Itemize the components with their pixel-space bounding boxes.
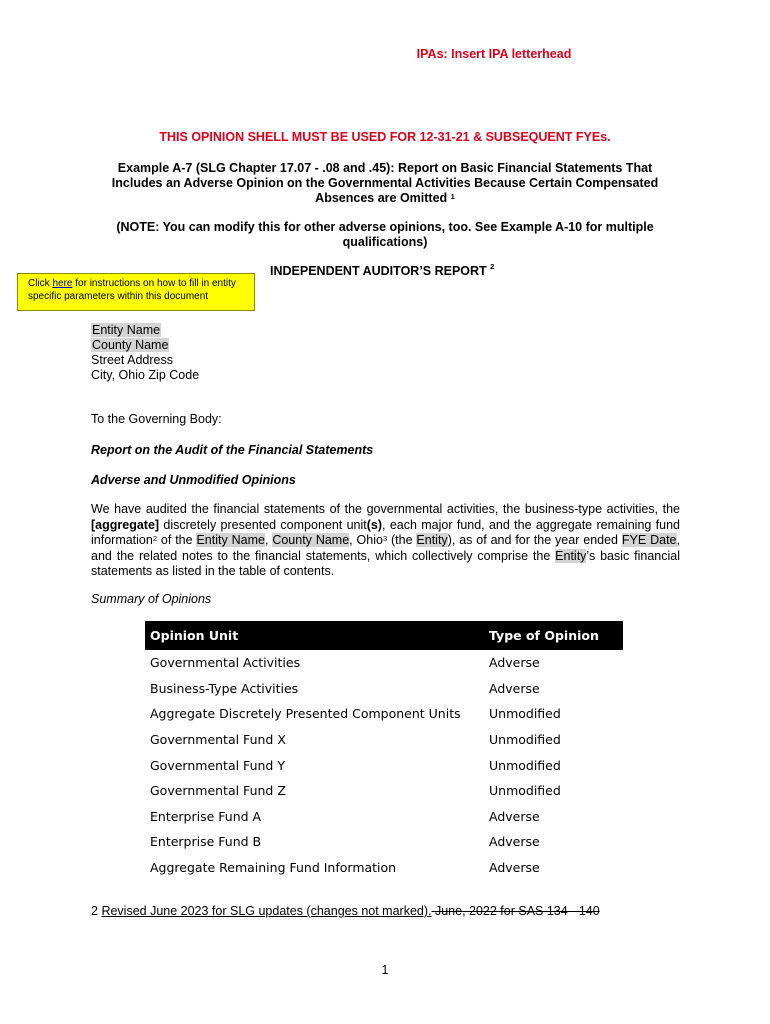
example-title-text: Example A-7 (SLG Chapter 17.07 - .08 and .45): Report on Basic Financial Statements That Includes an Adverse Opinion on the Governmental Activities Because Certain Compensated Absences are Omitted bbox=[111, 161, 659, 205]
opinion-unit-cell: Governmental Fund Y bbox=[150, 757, 285, 773]
para-text: , bbox=[264, 533, 273, 547]
table-row bbox=[145, 701, 623, 727]
report-title bbox=[270, 264, 494, 278]
opinion-unit-cell: Business-Type Activities bbox=[150, 680, 299, 696]
section-heading-opinions: Adverse and Unmodified Opinions bbox=[91, 473, 296, 487]
opinion-type-cell: Unmodified bbox=[489, 706, 561, 722]
example-footnote-ref: 1 bbox=[450, 192, 455, 201]
footnote-revised: Revised June 2023 for SLG updates (changes not marked). bbox=[101, 904, 432, 918]
instructions-link[interactable]: here bbox=[52, 278, 73, 289]
report-title-footnote-ref: 2 bbox=[490, 262, 495, 271]
para-text: We have audited the financial statements of the governmental activities, the business-type activities, the bbox=[91, 502, 680, 516]
example-title bbox=[100, 161, 670, 206]
para-text: of the bbox=[157, 533, 197, 547]
footnote-number: 2 bbox=[91, 904, 102, 918]
table-row bbox=[145, 676, 623, 702]
table-row bbox=[145, 804, 623, 830]
opinion-unit-cell: Governmental Fund X bbox=[150, 732, 286, 748]
table-row bbox=[145, 727, 623, 753]
opinion-type-cell: Adverse bbox=[489, 680, 540, 696]
para-text: , Ohio bbox=[349, 533, 383, 547]
entity-name-field[interactable]: Entity Name bbox=[196, 533, 265, 547]
fye-date-field[interactable]: FYE Date bbox=[621, 533, 677, 547]
footnote bbox=[91, 904, 600, 918]
opinion-unit-cell: Governmental Fund Z bbox=[150, 783, 286, 799]
page-number: 1 bbox=[381, 963, 389, 977]
opinion-type-cell: Adverse bbox=[489, 860, 540, 876]
instructions-callout bbox=[17, 273, 255, 311]
entity-field[interactable]: Entity bbox=[555, 548, 587, 563]
table-header-row bbox=[145, 621, 623, 650]
aggregate-placeholder: [aggregate] bbox=[91, 517, 160, 532]
footnote-ref: 2 bbox=[152, 534, 158, 543]
opinion-unit-cell: Governmental Activities bbox=[150, 655, 301, 671]
opinion-unit-cell: Enterprise Fund B bbox=[150, 834, 262, 850]
opinion-unit-cell: Enterprise Fund A bbox=[150, 808, 262, 824]
modification-note: (NOTE: You can modify this for other adverse opinions, too. See Example A-10 for multiple qualifications) bbox=[116, 220, 654, 249]
street-address: Street Address bbox=[91, 353, 173, 367]
letterhead-placeholder: IPAs: Insert IPA letterhead bbox=[416, 47, 572, 61]
table-row bbox=[145, 752, 623, 778]
para-text: , each major fund, and the aggregate remaining fund information bbox=[91, 517, 680, 547]
entity-field[interactable]: Entity bbox=[416, 533, 448, 547]
callout-prefix: Click bbox=[28, 278, 53, 289]
para-text: ’s basic financial statements as listed in the table of contents. bbox=[91, 548, 680, 578]
footnote-ref: 3 bbox=[382, 534, 388, 543]
opinions-table bbox=[145, 621, 623, 880]
column-header-type-of-opinion: Type of Opinion bbox=[484, 621, 623, 650]
city-state-zip: City, Ohio Zip Code bbox=[91, 368, 200, 382]
table-row bbox=[145, 829, 623, 855]
address-block bbox=[91, 323, 199, 383]
para-text: discretely presented component unit bbox=[159, 517, 367, 532]
entity-name-field[interactable]: Entity Name bbox=[92, 323, 161, 337]
opinion-type-cell: Unmodified bbox=[489, 732, 561, 748]
opinion-type-cell: Adverse bbox=[489, 834, 540, 850]
footnote-struck: June, 2022 for SAS 134 - 140 bbox=[431, 904, 600, 918]
para-text: (the bbox=[387, 533, 417, 547]
table-row bbox=[145, 778, 623, 804]
county-name-field[interactable]: County Name bbox=[272, 533, 350, 547]
opinion-paragraph bbox=[91, 502, 680, 580]
opinion-type-cell: Adverse bbox=[489, 808, 540, 824]
report-title-text: INDEPENDENT AUDITOR’S REPORT bbox=[270, 264, 487, 278]
summary-label: Summary of Opinions bbox=[91, 592, 212, 606]
opinion-type-cell: Unmodified bbox=[489, 757, 561, 773]
salutation: To the Governing Body: bbox=[91, 412, 222, 426]
opinion-type-cell: Unmodified bbox=[489, 783, 561, 799]
section-heading-report: Report on the Audit of the Financial Statements bbox=[91, 443, 374, 457]
opinion-type-cell: Adverse bbox=[489, 655, 540, 671]
callout-suffix: for instructions on how to fill in entity specific parameters within this document bbox=[28, 278, 236, 302]
para-text: , and the related notes to the financial statements, which collectively comprise the bbox=[91, 533, 680, 563]
shell-notice: THIS OPINION SHELL MUST BE USED FOR 12-31-21 & SUBSEQUENT FYEs. bbox=[159, 130, 611, 144]
para-text: ), as of and for the year ended bbox=[447, 533, 622, 547]
county-name-field[interactable]: County Name bbox=[92, 338, 169, 352]
opinion-unit-cell: Aggregate Discretely Presented Component Units bbox=[150, 706, 461, 722]
column-header-opinion-unit: Opinion Unit bbox=[145, 621, 484, 650]
opinion-unit-cell: Aggregate Remaining Fund Information bbox=[150, 860, 397, 876]
table-row bbox=[145, 650, 623, 676]
plural-placeholder: (s) bbox=[366, 517, 383, 532]
table-row bbox=[145, 855, 623, 881]
